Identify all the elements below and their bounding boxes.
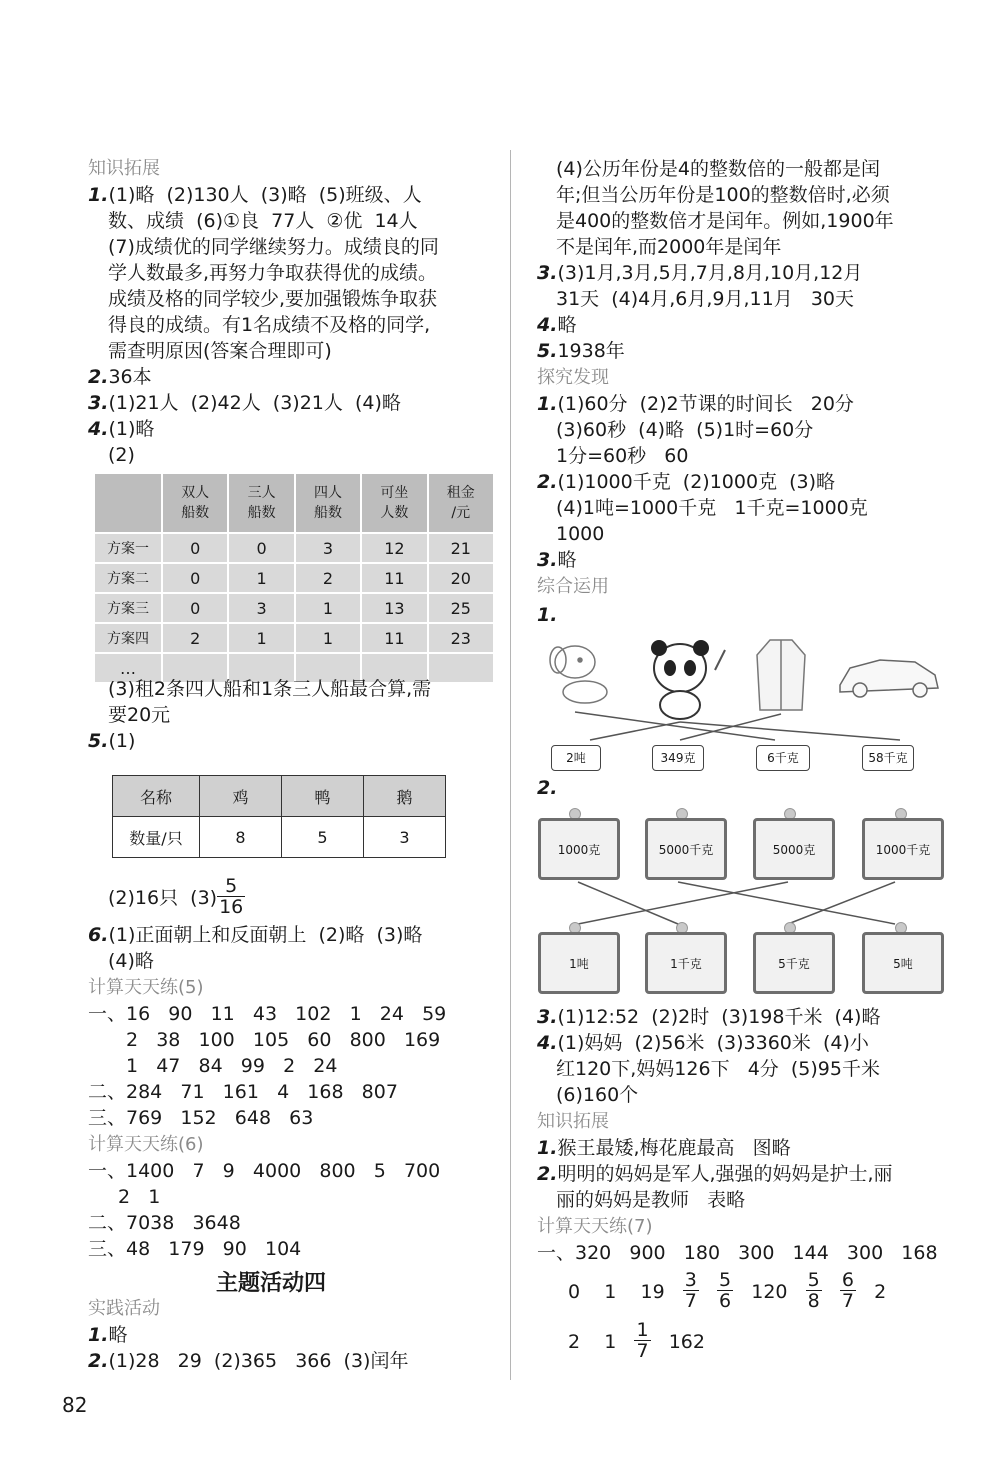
- answer-line: 2 38 100 105 60 800 169: [126, 1029, 441, 1051]
- answer-line: [537, 391, 854, 417]
- item-number: 2.: [537, 777, 558, 799]
- answer-line: [537, 469, 835, 495]
- item-number: 1.: [537, 604, 558, 626]
- fraction-denominator: 7: [841, 1290, 854, 1312]
- table-cell: 数量/只: [113, 817, 200, 858]
- section-daily-calc-6: 计算天天练(6): [88, 1134, 204, 1155]
- answer-text: (1)1000千克 (2)1000克 (3)略: [557, 471, 836, 493]
- weight-sign: 5吨: [862, 932, 944, 994]
- table-cell: 3: [364, 817, 446, 858]
- table-cell: 1: [295, 593, 361, 623]
- matching-lines-2: [530, 880, 950, 930]
- answer-line: 1000: [556, 523, 605, 545]
- answer-line: 成绩及格的同学较少,要加强锻炼争取获: [108, 288, 438, 310]
- answer-line: [537, 1135, 791, 1161]
- fraction-numerator: 6: [841, 1269, 854, 1291]
- answer-text: (1)妈妈 (2)56米 (3)3360米 (4)小: [557, 1032, 869, 1054]
- answer-text: 2 1: [568, 1331, 617, 1353]
- table-cell: 2: [162, 623, 228, 653]
- table-row: [94, 623, 494, 653]
- answer-text: (1)略 (2)130人 (3)略 (5)班级、人: [108, 184, 422, 206]
- answer-line: (6)160个: [556, 1084, 639, 1106]
- fraction-denominator: 16: [219, 896, 244, 918]
- table-cell: 0: [162, 533, 228, 563]
- answer-line: [568, 1268, 886, 1316]
- table-row: [94, 533, 494, 563]
- item-number: 3.: [537, 262, 558, 284]
- table-cell: 0: [228, 533, 294, 563]
- section-daily-calc-5: 计算天天练(5): [88, 977, 204, 998]
- fraction: [840, 1270, 856, 1311]
- fraction: [683, 1270, 699, 1311]
- weight-sign: 1吨: [538, 932, 620, 994]
- fraction-denominator: 7: [636, 1340, 649, 1362]
- item-number: 3.: [537, 549, 558, 571]
- fraction: [806, 1270, 822, 1311]
- answer-line: 2 1: [118, 1186, 161, 1208]
- panda-icon: [651, 640, 725, 719]
- answer-line: 一、16 90 11 43 102 1 24 59: [88, 1003, 447, 1025]
- fraction-denominator: 8: [807, 1290, 820, 1312]
- fraction-denominator: 7: [684, 1290, 697, 1312]
- answer-text: (1)28 29 (2)365 366 (3)闰年: [108, 1350, 409, 1372]
- answer-text: (3)1月,3月,5月,7月,8月,10月,12月: [557, 262, 863, 284]
- answer-line: 丽的妈妈是教师 表略: [556, 1189, 746, 1211]
- item-number: 2.: [88, 1350, 109, 1372]
- table-header-cell: 名称: [113, 776, 200, 817]
- answer-line: 一、1400 7 9 4000 800 5 700: [88, 1160, 441, 1182]
- table-cell: 11: [361, 623, 427, 653]
- answer-line: (2): [108, 444, 135, 466]
- item-number: 2.: [537, 1163, 558, 1185]
- car-icon: [840, 660, 938, 697]
- answer-line: [537, 260, 862, 286]
- table-header-cell: [94, 473, 162, 533]
- item-number: 4.: [537, 314, 558, 336]
- answer-line: [537, 775, 557, 801]
- item-number: 1.: [537, 1137, 558, 1159]
- answer-text: 明明的妈妈是军人,强强的妈妈是护士,丽: [557, 1163, 893, 1185]
- weight-sign: 5000克: [753, 818, 835, 880]
- table-header-row: [94, 473, 494, 533]
- answer-text: 36本: [108, 366, 152, 388]
- table-header-cell: 鹅: [364, 776, 446, 817]
- answer-text: 2: [874, 1281, 887, 1303]
- table-cell: [428, 653, 494, 683]
- table-cell: 方案四: [94, 623, 162, 653]
- answer-line: 红120下,妈妈126下 4分 (5)95千米: [556, 1058, 880, 1080]
- item-number: 2.: [88, 366, 109, 388]
- column-divider: [510, 150, 511, 1380]
- answer-line: [88, 728, 135, 754]
- answer-line: 1 47 84 99 2 24: [126, 1055, 338, 1077]
- weight-label-box: 349克: [652, 745, 704, 771]
- table-cell: 1: [228, 623, 294, 653]
- item-number: 5.: [88, 730, 109, 752]
- table-header-cell: 租金 /元: [428, 473, 494, 533]
- answer-text: 略: [108, 1324, 128, 1346]
- theme-heading: 主题活动四: [216, 1271, 327, 1296]
- fraction-numerator: 5: [217, 876, 245, 897]
- answer-text: 猴王最矮,梅花鹿最高 图略: [557, 1137, 791, 1159]
- table-cell: 方案二: [94, 563, 162, 593]
- fraction: [717, 1270, 733, 1311]
- fraction-denominator: 6: [719, 1290, 732, 1312]
- table-cell: 21: [428, 533, 494, 563]
- answer-line: (7)成绩优的同学继续努力。成绩良的同: [108, 236, 439, 258]
- fraction-numerator: 1: [636, 1319, 649, 1341]
- section-knowledge-extension-2: 知识拓展: [537, 1111, 609, 1132]
- section-application: 综合运用: [537, 576, 609, 597]
- table-cell: 2: [295, 563, 361, 593]
- answer-line: 二、7038 3648: [88, 1212, 241, 1234]
- table-header-cell: 双人 船数: [162, 473, 228, 533]
- item-number: 1.: [88, 1324, 109, 1346]
- answer-line: [537, 338, 625, 364]
- answer-line: 三、769 152 648 63: [88, 1107, 314, 1129]
- fraction-numerator: 5: [719, 1269, 732, 1291]
- item-number: 3.: [88, 392, 109, 414]
- answer-text: (1): [108, 730, 136, 752]
- table-cell: 方案一: [94, 533, 162, 563]
- table-header-cell: 可坐 人数: [361, 473, 427, 533]
- answer-line: [88, 390, 401, 416]
- table-cell: …: [94, 653, 162, 683]
- table-cell: 20: [428, 563, 494, 593]
- table-cell: 1: [295, 623, 361, 653]
- table-cell: 方案三: [94, 593, 162, 623]
- table-header-cell: 三人 船数: [228, 473, 294, 533]
- table-row: [94, 593, 494, 623]
- answer-line: [88, 1348, 408, 1374]
- answer-line: 需查明原因(答案合理即可): [108, 340, 332, 362]
- item-number: 2.: [537, 471, 558, 493]
- answer-line: [537, 312, 576, 338]
- answer-line: [88, 416, 154, 442]
- table-cell: 0: [162, 593, 228, 623]
- table-cell: 3: [228, 593, 294, 623]
- answer-text: (1)略: [108, 418, 155, 440]
- item-number: 5.: [537, 340, 558, 362]
- answer-line: (4)1吨=1000千克 1千克=1000克: [556, 497, 868, 519]
- weight-sign: 1000克: [538, 818, 620, 880]
- answer-line: [537, 547, 576, 573]
- answer-text: (1)60分 (2)2节课的时间长 20分: [557, 393, 854, 415]
- item-number: 3.: [537, 1006, 558, 1028]
- weight-sign: 5千克: [753, 932, 835, 994]
- answer-line: [88, 364, 152, 390]
- poultry-count-table: [112, 775, 446, 858]
- answer-line: 二、284 71 161 4 168 807: [88, 1081, 398, 1103]
- answer-line: 三、48 179 90 104: [88, 1238, 302, 1260]
- answer-text: 0 1 19: [568, 1281, 665, 1303]
- table-header-cell: 鸭: [282, 776, 364, 817]
- answer-line: (3)60秒 (4)略 (5)1时=60分: [556, 419, 814, 441]
- boat-rental-table: [93, 472, 495, 684]
- table-cell: 12: [361, 533, 427, 563]
- item-number: 4.: [537, 1032, 558, 1054]
- fraction-numerator: 5: [807, 1269, 820, 1291]
- answer-line: [537, 602, 557, 628]
- answer-line: [537, 1004, 880, 1030]
- table-row: [94, 563, 494, 593]
- answer-line: 31天 (4)4月,6月,9月,11月 30天: [556, 288, 855, 310]
- table-cell: 0: [162, 563, 228, 593]
- weight-sign: 5000千克: [645, 818, 727, 880]
- weight-sign: 1000千克: [862, 818, 944, 880]
- answer-line: 年;但当公历年份是100的整数倍时,必须: [556, 184, 890, 206]
- answer-text: 略: [557, 549, 577, 571]
- answer-line: [88, 182, 422, 208]
- coat-icon: [757, 640, 805, 710]
- item-number: 1.: [88, 184, 109, 206]
- table-cell: 8: [200, 817, 282, 858]
- section-practice: 实践活动: [88, 1298, 160, 1319]
- answer-text: (1)12:52 (2)2时 (3)198千米 (4)略: [557, 1006, 881, 1028]
- table-cell: 13: [361, 593, 427, 623]
- matching-lines: [575, 712, 900, 740]
- answer-line: [88, 922, 422, 948]
- item-number: 6.: [88, 924, 109, 946]
- answer-line: 不是闰年,而2000年是闰年: [556, 236, 782, 258]
- section-explore: 探究发现: [537, 367, 609, 388]
- answer-text: (1)21人 (2)42人 (3)21人 (4)略: [108, 392, 401, 414]
- weight-label-box: 6千克: [756, 745, 810, 771]
- table-cell: 23: [428, 623, 494, 653]
- answer-line: 学人数最多,再努力争取获得优的成绩。: [108, 262, 438, 284]
- fraction: [634, 1320, 650, 1361]
- answer-text: (1)正面朝上和反面朝上 (2)略 (3)略: [108, 924, 423, 946]
- table-cell: 1: [228, 563, 294, 593]
- table-cell: 25: [428, 593, 494, 623]
- answer-text: 略: [557, 314, 577, 336]
- answer-line: [568, 1318, 705, 1366]
- weight-label-box: 2吨: [551, 745, 601, 771]
- item-number: 4.: [88, 418, 109, 440]
- dog-icon: [550, 646, 607, 703]
- answer-line: (3)租2条四人船和1条三人船最合算,需: [108, 678, 432, 700]
- answer-line: 1分=60秒 60: [556, 445, 689, 467]
- section-knowledge-extension: 知识拓展: [88, 158, 160, 179]
- answer-line: 一、320 900 180 300 144 300 168: [537, 1242, 938, 1264]
- answer-line: (4)公历年份是4的整数倍的一般都是闰: [556, 158, 881, 180]
- answer-line: 要20元: [108, 704, 171, 726]
- table-row: [113, 817, 446, 858]
- answer-text: 162: [668, 1331, 705, 1353]
- answer-text: (2)16只 (3): [108, 887, 218, 909]
- item-number: 1.: [537, 393, 558, 415]
- answer-line: [537, 1161, 893, 1187]
- answer-line: 是400的整数倍才是闰年。例如,1900年: [556, 210, 894, 232]
- answer-line: [88, 1322, 127, 1348]
- answer-line: [108, 875, 245, 919]
- fraction-numerator: 3: [684, 1269, 697, 1291]
- answer-text: 120: [751, 1281, 788, 1303]
- fraction: [217, 876, 245, 917]
- weight-sign: 1千克: [645, 932, 727, 994]
- table-header-row: [113, 776, 446, 817]
- answer-text: 1938年: [557, 340, 625, 362]
- answer-line: [537, 1030, 869, 1056]
- table-cell: 5: [282, 817, 364, 858]
- table-header-cell: 四人 船数: [295, 473, 361, 533]
- table-header-cell: 鸡: [200, 776, 282, 817]
- table-cell: 11: [361, 563, 427, 593]
- answer-line: 数、成绩 (6)①良 77人 ②优 14人: [108, 210, 418, 232]
- table-cell: 3: [295, 533, 361, 563]
- weight-label-box: 58千克: [862, 745, 914, 771]
- answer-line: 得良的成绩。有1名成绩不及格的同学,: [108, 314, 431, 336]
- page-number: 82: [62, 1393, 88, 1417]
- section-daily-calc-7: 计算天天练(7): [537, 1216, 653, 1237]
- answer-line: (4)略: [108, 950, 154, 972]
